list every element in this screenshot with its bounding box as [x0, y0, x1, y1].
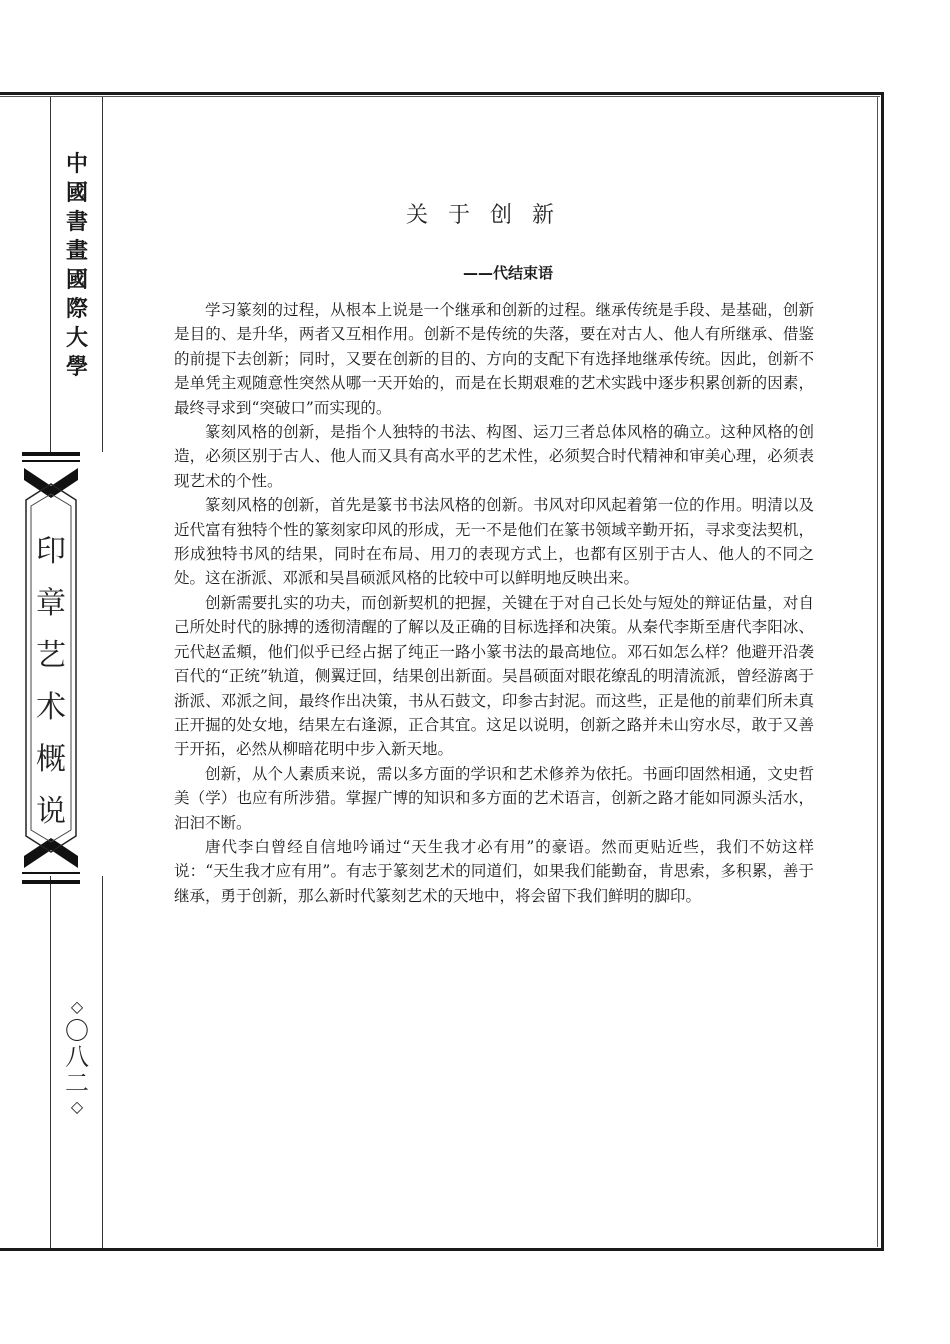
diamond-icon: ◇	[70, 997, 84, 1016]
paragraph: 篆刻风格的创新，是指个人独特的书法、构图、运刀三者总体风格的确立。这种风格的创造，必须区别于古人、他人而又具有高水平的艺术性，必须契合时代精神和审美心理，必须表现艺术的个性。	[174, 423, 814, 490]
diamond-icon: ◇	[70, 1097, 84, 1116]
school-char: 大	[65, 325, 88, 351]
school-char: 際	[65, 296, 88, 322]
spine-line-left-lower	[50, 876, 51, 1248]
page-number-char: 二	[65, 1069, 89, 1097]
book-title-label	[22, 452, 80, 884]
frame-top-inner-line	[0, 96, 880, 97]
label-top-bar-thin	[22, 460, 80, 462]
book-title-char: 印	[36, 534, 66, 569]
book-title-vertical	[30, 526, 72, 838]
spine-line-right-lower	[102, 876, 103, 1248]
school-char: 中	[65, 151, 88, 177]
article-subtitle: ——代结束语	[462, 264, 553, 282]
school-char: 書	[65, 209, 88, 235]
school-char: 畫	[65, 238, 88, 264]
label-top-bar	[22, 452, 80, 456]
frame-top-border	[0, 92, 884, 95]
school-char: 國	[65, 180, 88, 206]
page-number-char: 〇	[65, 1017, 89, 1045]
article-title: 关于创新	[405, 203, 574, 228]
school-name-vertical	[60, 150, 94, 382]
paragraph: 学习篆刻的过程，从根本上说是一个继承和创新的过程。继承传统是手段、是基础，创新是目的、是升华，两者又互相作用。创新不是传统的失落，要在对古人、他人有所继承、借鉴的前提下去创新；同时，又要在创新的目的、方向的支配下有选择地继承传统。因此，创新不是单凭主观随意性突然从哪一天开始的，而是在长期艰难的艺术实践中逐步积累创新的因素，最终寻求到“突破口”而实现的。	[174, 301, 814, 417]
article-body	[174, 298, 814, 908]
paragraph: 创新需要扎实的功夫，而创新契机的把握，关键在于对自己长处与短处的辩证估量，对自己所处时代的脉搏的透彻清醒的了解以及正确的目标选择和决策。从秦代李斯至唐代李阳冰、元代赵孟頫，他们似乎已经占据了纯正一路小篆书法的最高地位。邓石如怎么样？他避开沿袭百代的“正统”轨道，侧翼迂回，结果创出新面。吴昌硕面对眼花缭乱的明清流派，曾经游离于浙派、邓派之间，最终作出决策，书从石鼓文，印参古封泥。而这些，正是他的前辈们所未真正开掘的处女地，结果左右逢源，正合其宜。这足以说明，创新之路并未山穷水尽，敢于又善于开拓，必然从柳暗花明中步入新天地。	[174, 593, 814, 759]
frame-right-inner-line	[877, 97, 878, 1247]
book-title-char: 章	[36, 586, 66, 621]
book-title-char: 概	[36, 742, 66, 777]
label-bottom-bar-thin	[22, 872, 80, 874]
book-title-char: 说	[36, 794, 66, 829]
paragraph: 篆刻风格的创新，首先是篆书书法风格的创新。书风对印风起着第一位的作用。明清以及近代富有独特个性的篆刻家印风的形成，无一不是他们在篆书领域辛勤开拓，寻求变法契机，形成独特书风的结果，同时在布局、用刀的表现方式上，也都有区别于古人、他人的不同之处。这在浙派、邓派和吴昌硕派风格的比较中可以鲜明地反映出来。	[174, 496, 814, 588]
school-char: 學	[65, 354, 88, 380]
page-number	[62, 996, 92, 1118]
label-bottom-bar	[22, 880, 80, 884]
frame-bottom-border	[0, 1248, 884, 1251]
page-number-char: 八	[65, 1043, 89, 1071]
school-char: 國	[65, 267, 88, 293]
spine-line-right-upper	[102, 97, 103, 452]
frame-right-border	[881, 92, 884, 1251]
paragraph: 创新，从个人素质来说，需以多方面的学识和艺术修养为依托。书画印固然相通，文史哲美（学）也应有所涉猎。掌握广博的知识和多方面的艺术语言，创新之路才能如同源头活水，汩汩不断。	[174, 764, 814, 832]
paragraph: 唐代李白曾经自信地吟诵过“天生我才必有用”的豪语。然而更贴近些，我们不妨这样说：“天生我才应有用”。有志于篆刻艺术的同道们，如果我们能勤奋，肯思索，多积累，善于继承，勇于创新，那么新时代篆刻艺术的天地中，将会留下我们鲜明的脚印。	[174, 837, 814, 905]
spine-line-left-upper	[50, 97, 51, 452]
book-title-char: 艺	[36, 638, 66, 673]
book-title-char: 术	[36, 690, 66, 725]
